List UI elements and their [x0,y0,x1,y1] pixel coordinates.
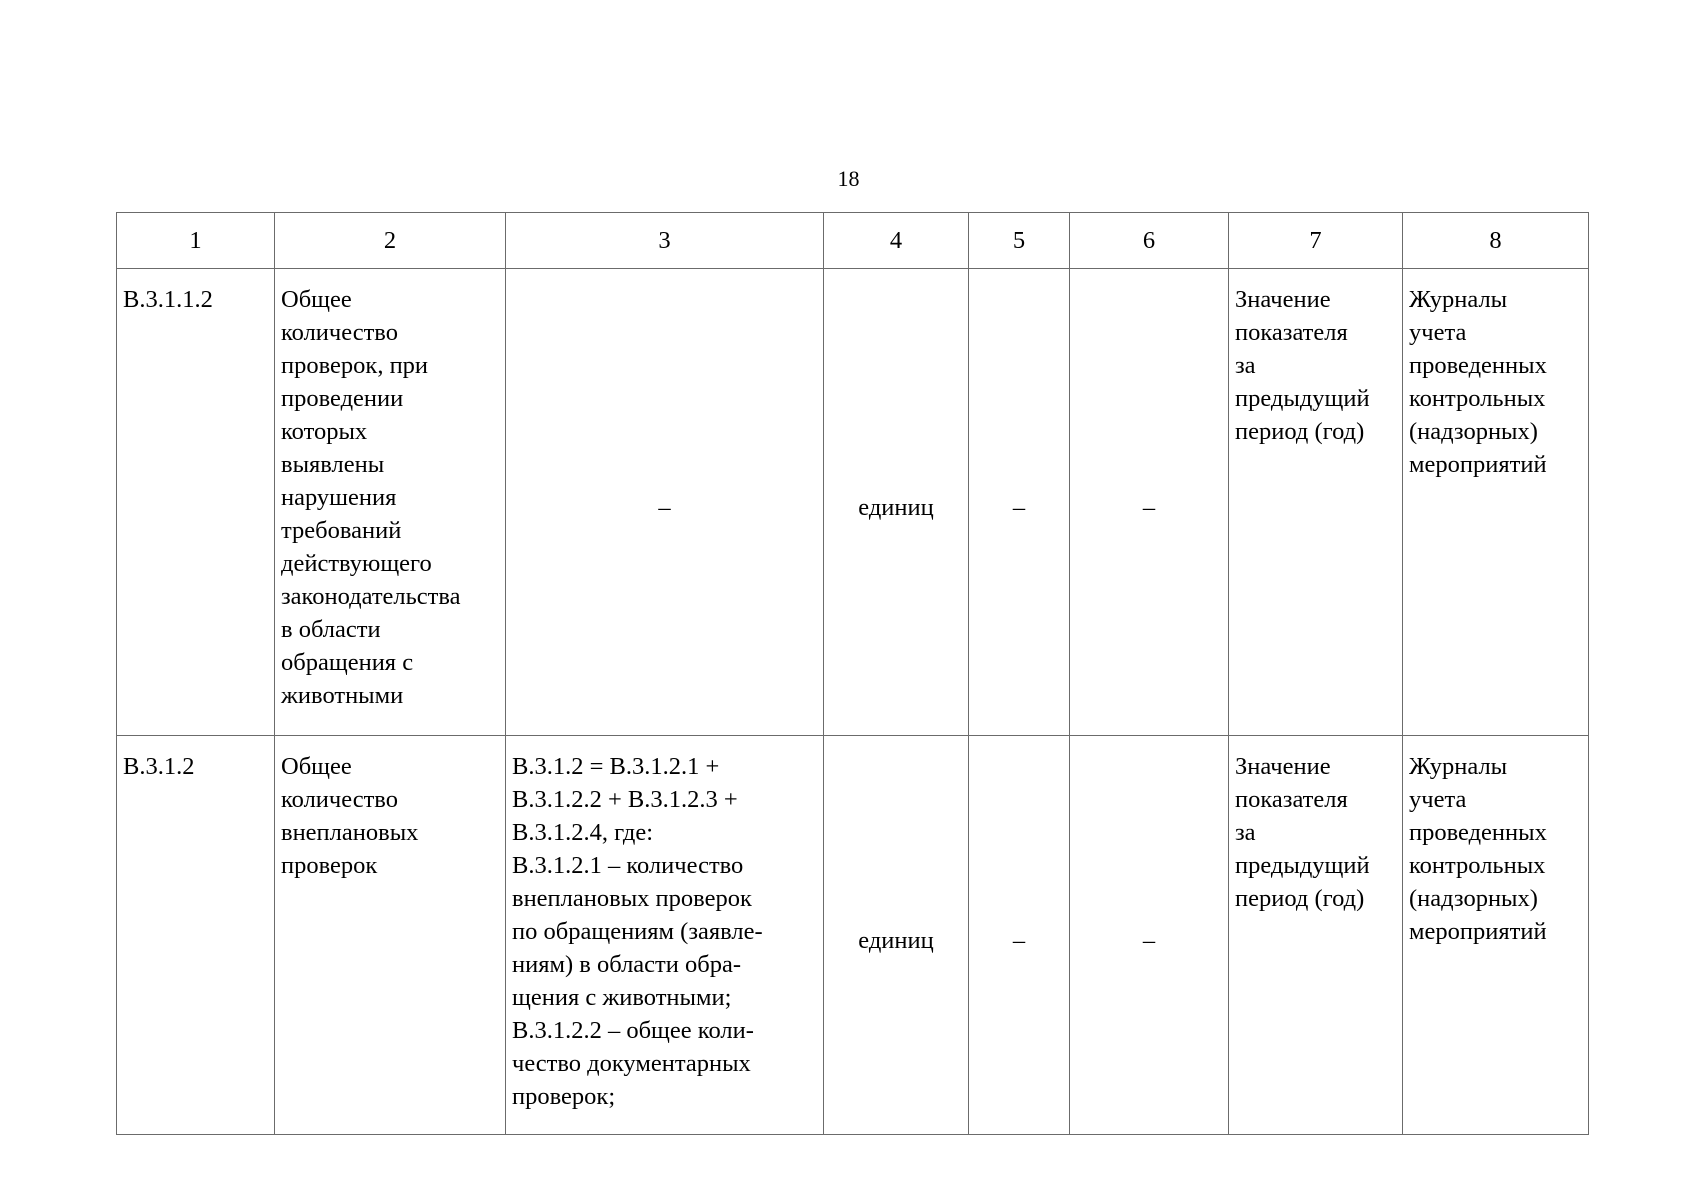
text-line: Значение [1235,286,1331,313]
text-line: мероприятий [1409,918,1547,945]
text-line: В.3.1.2.4, где: [512,819,654,846]
text-line: законодательства [281,583,461,610]
unit-of-measure: единиц [824,736,969,1135]
text-line: действующего [281,550,432,577]
text-line: предыдущий [1235,385,1370,412]
indicator-code: В.3.1.1.2 [117,269,275,736]
text-line: внеплановых [281,819,419,846]
column-number-1: 1 [117,213,275,269]
text-line: Общее [281,753,352,780]
page-number: 18 [837,166,860,191]
text-line: требований [281,517,402,544]
text-line: Журналы [1409,753,1508,780]
text-line: Журналы [1409,286,1508,313]
text-line: Общее [281,286,352,313]
table-row [117,269,1589,736]
column-5-value: – [969,736,1070,1135]
column-6-value: – [1070,736,1229,1135]
text-line: проверок, при [281,352,429,379]
text-line: – [658,493,671,521]
text-line: (надзорных) [1409,885,1538,912]
text-line: внеплановых проверок [512,885,752,912]
text-line: мероприятий [1409,451,1547,478]
text-line: выявлены [281,451,385,478]
text-line: проведении [281,385,404,412]
text-line: обращения с [281,649,414,676]
unit-of-measure: единиц [824,269,969,736]
text-line: (надзорных) [1409,418,1538,445]
text-line: проверок; [512,1083,616,1110]
text-line: показателя [1235,319,1348,346]
indicator-name [275,269,506,736]
text-line: по обращениям (заявле- [512,918,763,945]
indicators-table [116,212,1589,1135]
indicator-name [275,736,506,1135]
baseline-value [1229,269,1403,736]
text-line: нарушения [281,484,397,511]
text-line: учета [1409,319,1467,346]
column-number-5: 5 [969,213,1070,269]
data-source [1403,269,1589,736]
text-line: количество [281,319,398,346]
table-row [117,736,1589,1135]
text-line: за [1235,819,1256,846]
text-line: за [1235,352,1256,379]
text-line: щения с животными; [512,984,732,1011]
text-line: контрольных [1409,385,1546,412]
text-line: ниям) в области обра- [512,951,741,978]
calculation-formula [506,269,824,736]
data-source [1403,736,1589,1135]
column-number-6: 6 [1070,213,1229,269]
text-line: В.3.1.2.2 – общее коли- [512,1017,754,1044]
column-6-value: – [1070,269,1229,736]
text-line: предыдущий [1235,852,1370,879]
text-line: период (год) [1235,885,1365,912]
text-line: В.3.1.2.1 – количество [512,852,744,879]
column-number-2: 2 [275,213,506,269]
text-line: животными [281,682,404,709]
column-number-8: 8 [1403,213,1589,269]
text-line: контрольных [1409,852,1546,879]
text-line: период (год) [1235,418,1365,445]
text-line: количество [281,786,398,813]
column-number-7: 7 [1229,213,1403,269]
text-line: В.3.1.2 = В.3.1.2.1 + [512,753,720,780]
text-line: учета [1409,786,1467,813]
text-line: чество документарных [512,1050,751,1077]
column-number-3: 3 [506,213,824,269]
text-line: Значение [1235,753,1331,780]
text-line: в области [281,616,381,643]
table-header-row [117,213,1589,269]
baseline-value [1229,736,1403,1135]
text-line: показателя [1235,786,1348,813]
text-line: проверок [281,852,378,879]
column-number-4: 4 [824,213,969,269]
text-line: проведенных [1409,352,1547,379]
text-line: которых [281,418,368,445]
calculation-formula [506,736,824,1135]
text-line: проведенных [1409,819,1547,846]
indicator-code: В.3.1.2 [117,736,275,1135]
text-line: В.3.1.2.2 + В.3.1.2.3 + [512,786,738,813]
column-5-value: – [969,269,1070,736]
